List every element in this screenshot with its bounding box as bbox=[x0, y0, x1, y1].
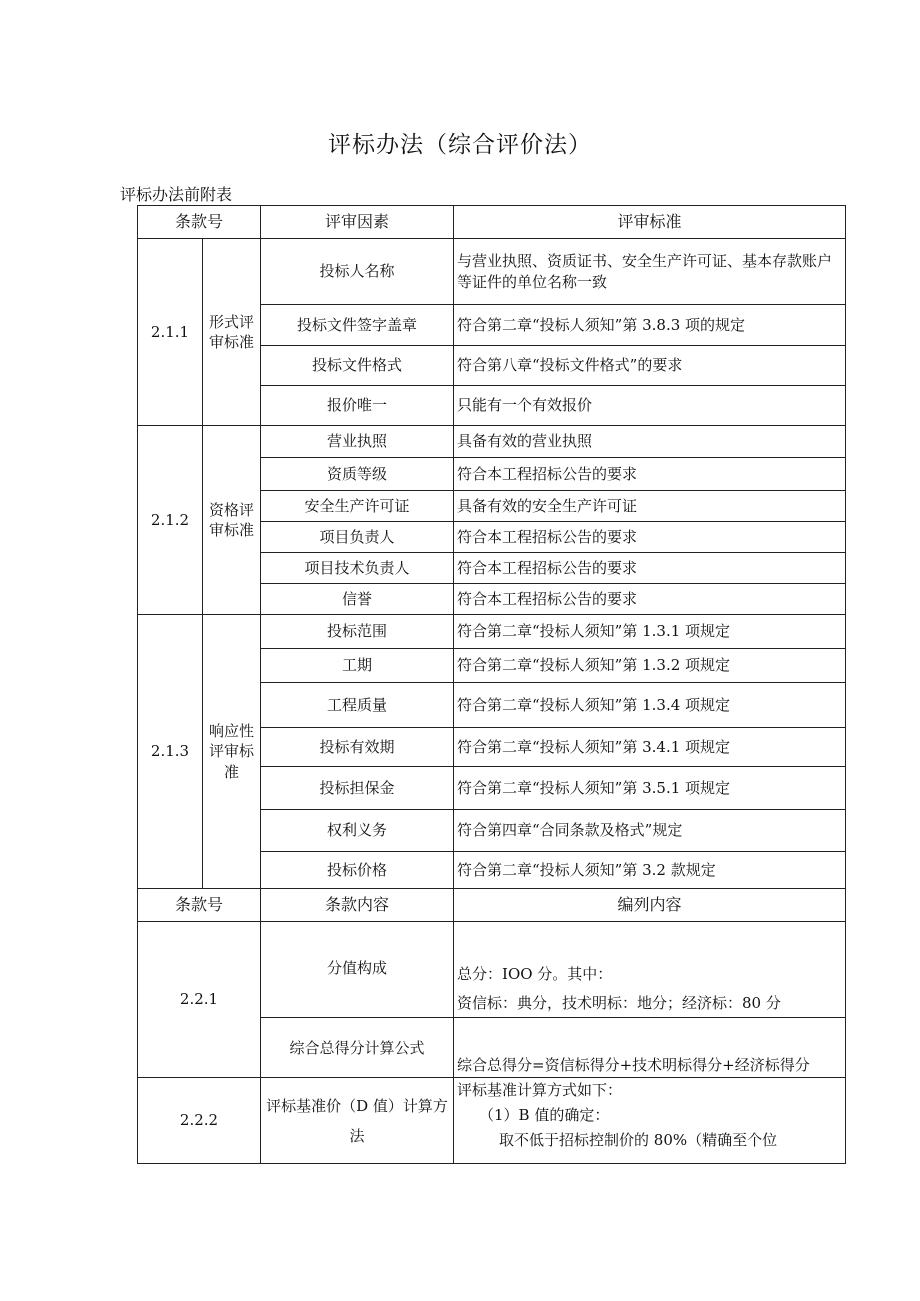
factor-cell: 工程质量 bbox=[261, 683, 454, 728]
score-line: 总分：IOO 分。其中： bbox=[457, 965, 613, 983]
evaluation-table bbox=[137, 205, 846, 1164]
factor-cell: 项目技术负责人 bbox=[261, 553, 454, 584]
score-line: 资信标：典分，技术明标：地分；经济标：80 分 bbox=[457, 993, 781, 1012]
factor-cell: 综合总得分计算公式 bbox=[261, 1018, 454, 1078]
header-clause: 条款号 bbox=[138, 889, 261, 922]
standard-cell: 符合第二章“投标人须知”第 3.4.1 项规定 bbox=[454, 728, 846, 767]
header-clause: 条款号 bbox=[138, 206, 261, 239]
factor-cell: 报价唯一 bbox=[261, 386, 454, 426]
standard-cell: 只能有一个有效报价 bbox=[454, 386, 846, 426]
table-header-row bbox=[138, 889, 846, 922]
document-title: 评标办法（综合评价法） bbox=[328, 132, 592, 158]
standard-cell: 符合本工程招标公告的要求 bbox=[454, 553, 846, 584]
factor-cell: 信誉 bbox=[261, 584, 454, 615]
standard-cell bbox=[454, 922, 846, 1018]
factor-cell: 安全生产许可证 bbox=[261, 491, 454, 522]
clause-number: 2.1.1 bbox=[138, 239, 203, 426]
clause-number: 2.2.1 bbox=[138, 922, 261, 1078]
standard-cell: 符合本工程招标公告的要求 bbox=[454, 458, 846, 491]
method-line: 评标基准计算方式如下： bbox=[457, 1081, 623, 1099]
category-label: 资格评审标准 bbox=[203, 426, 261, 615]
table-row bbox=[138, 615, 846, 649]
factor-cell: 投标人名称 bbox=[261, 239, 454, 305]
standard-cell: 符合第八章“投标文件格式”的要求 bbox=[454, 346, 846, 386]
table-caption: 评标办法前附表 bbox=[120, 185, 233, 204]
factor-cell: 资质等级 bbox=[261, 458, 454, 491]
factor-cell: 投标担保金 bbox=[261, 767, 454, 810]
standard-cell: 具备有效的安全生产许可证 bbox=[454, 491, 846, 522]
header-content: 条款内容 bbox=[261, 889, 454, 922]
category-label: 形式评审标准 bbox=[203, 239, 261, 426]
category-label: 响应性评审标准 bbox=[203, 615, 261, 889]
standard-cell: 符合第二章“投标人须知”第 3.5.1 项规定 bbox=[454, 767, 846, 810]
factor-cell: 投标价格 bbox=[261, 852, 454, 889]
factor-cell: 项目负责人 bbox=[261, 522, 454, 553]
standard-cell: 与营业执照、资质证书、安全生产许可证、基本存款账户等证件的单位名称一致 bbox=[454, 239, 846, 305]
standard-cell: 符合本工程招标公告的要求 bbox=[454, 584, 846, 615]
table-row bbox=[138, 922, 846, 1018]
table-header-row bbox=[138, 206, 846, 239]
standard-cell: 符合第二章“投标人须知”第 3.2 款规定 bbox=[454, 852, 846, 889]
standard-cell: 符合第二章“投标人须知”第 1.3.2 项规定 bbox=[454, 649, 846, 683]
standard-cell: 符合第二章“投标人须知”第 3.8.3 项的规定 bbox=[454, 305, 846, 346]
factor-cell: 评标基准价（D 值）计算方法 bbox=[261, 1078, 454, 1164]
standard-cell: 符合本工程招标公告的要求 bbox=[454, 522, 846, 553]
factor-cell: 投标范围 bbox=[261, 615, 454, 649]
standard-cell: 符合第四章“合同条款及格式”规定 bbox=[454, 810, 846, 852]
factor-cell: 工期 bbox=[261, 649, 454, 683]
clause-number: 2.1.3 bbox=[138, 615, 203, 889]
clause-number: 2.2.2 bbox=[138, 1078, 261, 1164]
method-line: （1）B 值的确定： bbox=[479, 1105, 610, 1124]
clause-number: 2.1.2 bbox=[138, 426, 203, 615]
table-row bbox=[138, 1078, 846, 1164]
method-line: 取不低于招标控制价的 80%（精确至个位 bbox=[499, 1130, 778, 1149]
factor-cell: 投标有效期 bbox=[261, 728, 454, 767]
factor-cell: 分值构成 bbox=[261, 922, 454, 1018]
factor-cell: 营业执照 bbox=[261, 426, 454, 458]
factor-cell: 投标文件签字盖章 bbox=[261, 305, 454, 346]
standard-cell: 综合总得分=资信标得分+技术明标得分+经济标得分 bbox=[454, 1018, 846, 1078]
standard-cell: 符合第二章“投标人须知”第 1.3.1 项规定 bbox=[454, 615, 846, 649]
header-list: 编列内容 bbox=[454, 889, 846, 922]
factor-cell: 投标文件格式 bbox=[261, 346, 454, 386]
factor-cell: 权利义务 bbox=[261, 810, 454, 852]
standard-cell: 符合第二章“投标人须知”第 1.3.4 项规定 bbox=[454, 683, 846, 728]
table-row bbox=[138, 239, 846, 305]
header-factor: 评审因素 bbox=[261, 206, 454, 239]
standard-cell bbox=[454, 1078, 846, 1164]
header-standard: 评审标准 bbox=[454, 206, 846, 239]
standard-cell: 具备有效的营业执照 bbox=[454, 426, 846, 458]
table-row bbox=[138, 426, 846, 458]
